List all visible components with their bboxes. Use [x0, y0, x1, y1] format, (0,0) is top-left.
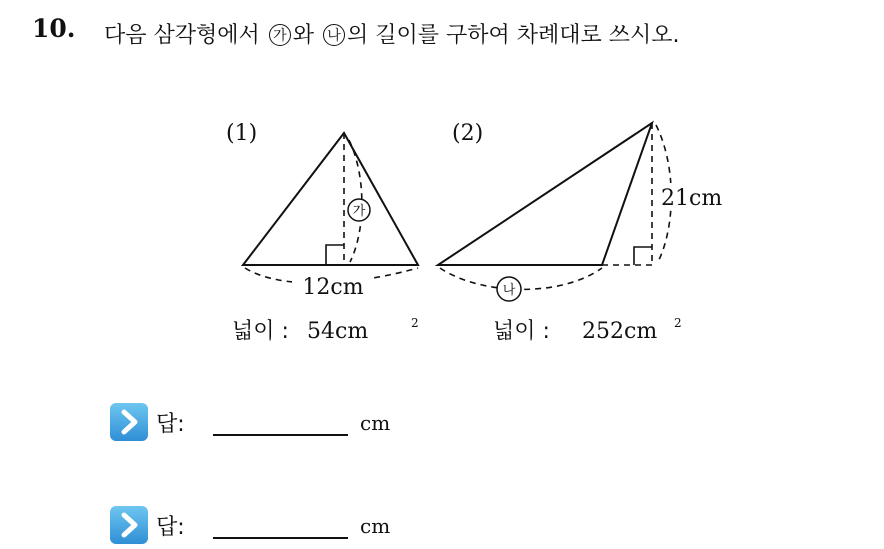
- chevron-right-icon: [110, 403, 148, 441]
- question-text-part-3: 의 길이를 구하여 차례대로 쓰시오.: [347, 23, 680, 48]
- mark-ga-label: 가: [352, 204, 366, 219]
- area-exponent-1: 2: [411, 316, 419, 330]
- mark-na: 나: [323, 24, 345, 46]
- right-angle-mark-1: [326, 245, 344, 265]
- area-value-1: 54cm: [307, 319, 369, 344]
- question-text-part-2: 와: [292, 23, 315, 48]
- area-label-1: 넓이 :: [232, 319, 289, 344]
- figure-2: [438, 121, 738, 344]
- mark-na-label: 나: [502, 283, 516, 298]
- area-exponent-2: 2: [674, 316, 682, 330]
- question-text-part-1: 다음 삼각형에서: [104, 23, 260, 48]
- figure-2-label: (2): [452, 121, 484, 146]
- height-label-2: 21cm: [661, 186, 723, 211]
- answer-label-2: 답:: [156, 515, 185, 540]
- answer-unit-1: cm: [360, 411, 391, 435]
- mark-ga: 가: [269, 24, 291, 46]
- right-angle-mark-2: [634, 247, 652, 265]
- chevron-right-icon: [110, 506, 148, 544]
- answer-input-1[interactable]: [213, 434, 348, 436]
- area-value-2: 252cm: [582, 319, 658, 344]
- answer-input-2[interactable]: [213, 537, 348, 539]
- chevron-right-icon-glyph: [110, 506, 148, 544]
- figure-1-label: (1): [226, 121, 258, 146]
- answer-label-1: 답:: [156, 412, 185, 437]
- figure-1: [226, 121, 419, 344]
- area-label-2: 넓이 :: [493, 319, 550, 344]
- question-number: 10.: [32, 14, 76, 43]
- chevron-right-icon-glyph: [110, 403, 148, 441]
- answer-unit-2: cm: [360, 514, 391, 538]
- base-label-1: 12cm: [302, 275, 364, 300]
